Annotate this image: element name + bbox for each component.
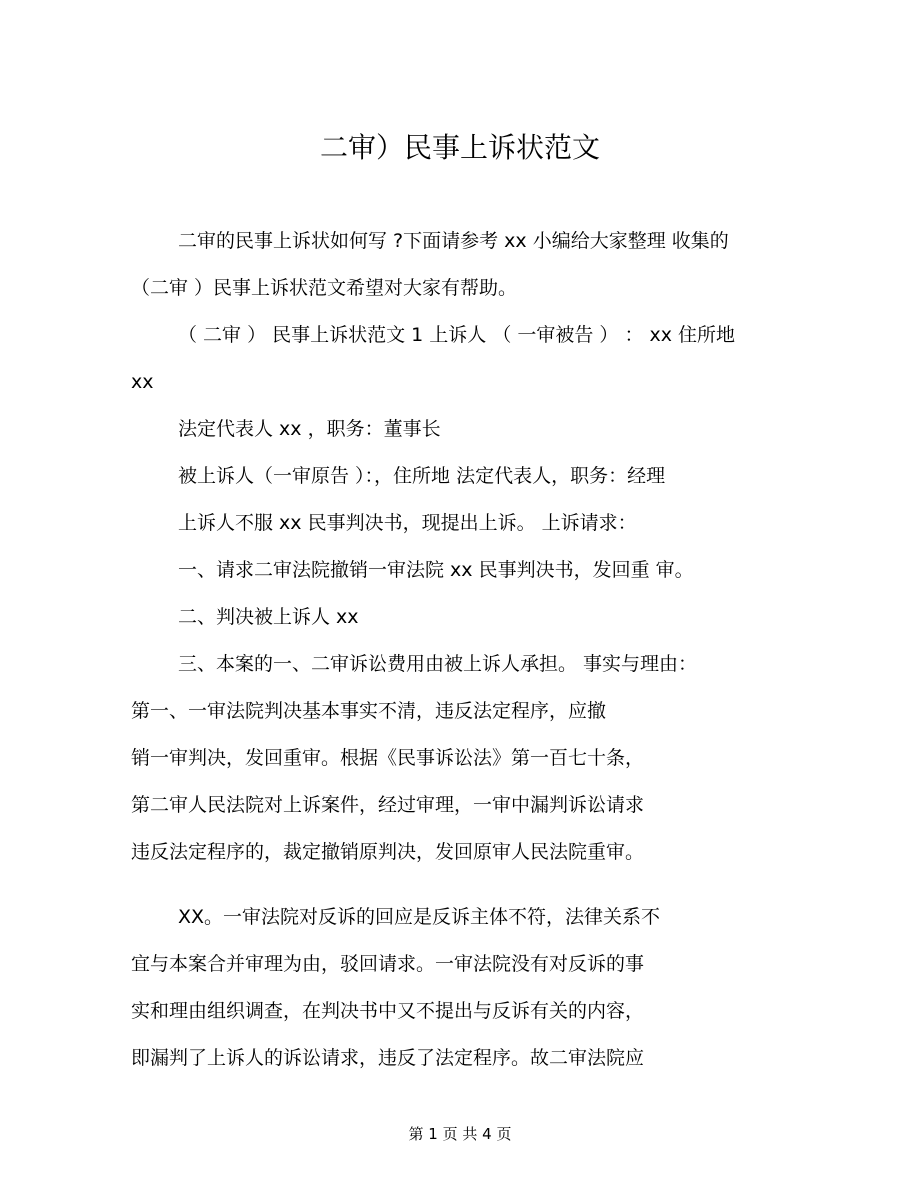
body-line-request-3: 三、本案的一、二审诉讼费用由被上诉人承担。 事实与理由： — [178, 653, 698, 675]
body-line-counterclaim-3: 实和理由组织调查，在判决书中又不提出与反诉有关的内容， — [131, 1000, 645, 1022]
body-line-request-2: 二、判决被上诉人 xx — [178, 606, 359, 628]
body-line-reason-1: 第一、一审法院判决基本事实不清，违反法定程序，应撤 — [131, 700, 607, 722]
body-line-counterclaim-1: XX。一审法院对反诉的回应是反诉主体不符，法律关系不 — [178, 906, 661, 928]
body-line-reason-3: 第二审人民法院对上诉案件，经过审理，一审中漏判诉讼请求 — [131, 794, 645, 816]
document-title: 二审）民事上诉状范文 — [319, 131, 600, 164]
body-line-appellant-2: xx — [131, 371, 154, 393]
body-line-intro-2: （二审 ）民事上诉状范文希望对大家有帮助。 — [131, 277, 518, 299]
body-line-counterclaim-2: 宜与本案合并审理为由，驳回请求。一审法院没有对反诉的事 — [131, 953, 645, 975]
body-line-counterclaim-4: 即漏判了上诉人的诉讼请求，违反了法定程序。故二审法院应 — [131, 1047, 645, 1069]
body-line-appeal-statement: 上诉人不服 xx 民事判决书，现提出上诉。 上诉请求： — [178, 512, 637, 534]
body-line-reason-4: 违反法定程序的，裁定撤销原判决，发回原审人民法院重审。 — [131, 841, 645, 863]
body-line-intro-1: 二审的民事上诉状如何写 ?下面请参考 xx 小编给大家整理 收集的 — [178, 230, 729, 252]
body-line-reason-2: 销一审判决，发回重审。根据《民事诉讼法》第一百七十条， — [131, 747, 645, 769]
body-line-legal-rep: 法定代表人 xx ，职务：董事长 — [178, 418, 441, 440]
body-line-appellant-1: （ 二审 ） 民事上诉状范文 1 上诉人 （ 一审被告 ） ： xx 住所地 — [178, 324, 736, 346]
body-line-appellee: 被上诉人（一审原告 ）：，住所地 法定代表人，职务：经理 — [178, 465, 666, 487]
page-number-footer: 第 1 页 共 4 页 — [408, 1125, 512, 1143]
body-line-request-1: 一、请求二审法院撤销一审法院 xx 民事判决书，发回重 审。 — [178, 559, 694, 581]
